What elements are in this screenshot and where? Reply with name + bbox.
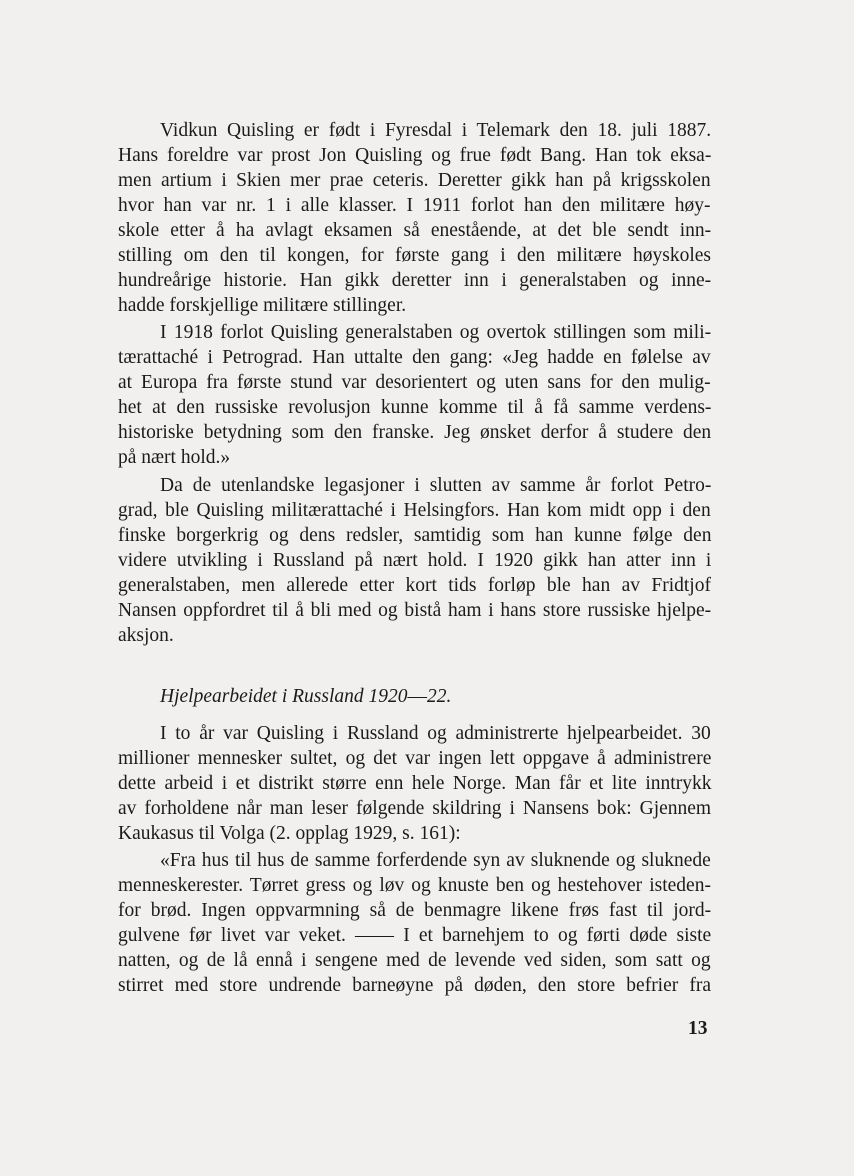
text-line: for brød. Ingen oppvarmning så de benmagre likene frøs fast til jord- [118,900,712,921]
text-line: av forholdene når man leser følgende skildring i Nansens bok: Gjennem [118,798,712,819]
text-line: historiske betydning som den franske. Jeg ønsket derfor å studere den [118,422,712,443]
text-line: finske borgerkrig og dens redsler, samtidig som han kunne følge den [118,525,712,546]
text-line: Hans foreldre var prost Jon Quisling og frue født Bang. Han tok eksa- [118,145,712,166]
text-line: «Fra hus til hus de samme forferdende syn av sluknende og sluknede [160,850,711,871]
text-line: I to år var Quisling i Russland og administrerte hjelpearbeidet. 30 [160,723,711,744]
text-line: generalstaben, men allerede etter kort tids forløp ble han av Fridtjof [118,575,711,596]
text-line: natten, og de lå ennå i sengene med de levende ved siden, som satt og [118,950,711,971]
text-line: hadde forskjellige militære stillinger. [118,295,407,316]
text-line: stilling om den til kongen, for første gang i den militære høyskoles [118,245,712,266]
text-line: I 1918 forlot Quisling generalstaben og overtok stillingen som mili- [160,322,712,343]
text-line: Da de utenlandske legasjoner i slutten av samme år forlot Petro- [160,475,712,496]
text-line: gulvene før livet var veket. —— I et barnehjem to og førti døde siste [118,925,712,946]
text-line: hundreårige historie. Han gikk deretter inn i generalstaben og inne- [118,270,712,291]
text-line: menneskerester. Tørret gress og løv og knuste ben og hestehover isteden- [118,875,711,896]
text-line: videre utvikling i Russland på nært hold. I 1920 gikk han atter inn i [118,550,712,571]
text-line: men artium i Skien mer prae ceteris. Deretter gikk han på krigsskolen [118,170,711,191]
text-line: millioner mennesker sultet, og det var ingen lett oppgave å administrere [118,748,712,769]
text-line: hvor han var nr. 1 i alle klasser. I 1911 forlot han den militære høy- [118,195,711,216]
text-line: aksjon. [118,625,174,646]
text-line: skole etter å ha avlagt eksamen så enestående, at det ble sendt inn- [118,220,712,241]
page-number: 13 [688,1018,708,1039]
text-line: Kaukasus til Volga (2. opplag 1929, s. 161): [118,823,461,844]
text-line: dette arbeid i et distrikt større enn hele Norge. Man får et lite inntrykk [118,773,712,794]
text-line: het at den russiske revolusjon kunne komme til å få samme verdens- [118,397,712,418]
text-line: Vidkun Quisling er født i Fyresdal i Telemark den 18. juli 1887. [160,120,712,141]
text-line: stirret med store undrende barneøyne på døden, den store befrier fra [118,975,712,996]
text-line: på nært hold.» [118,447,231,468]
text-line: tærattaché i Petrograd. Han uttalte den gang: «Jeg hadde en følelse av [118,347,711,368]
text-line: at Europa fra første stund var desorientert og uten sans for den mulig- [118,372,711,393]
text-line: Nansen oppfordret til å bli med og bistå ham i hans store russiske hjelpe- [118,600,712,621]
text-line: grad, ble Quisling militærattaché i Helsingfors. Han kom midt opp i den [118,500,711,521]
section-heading: Hjelpearbeidet i Russland 1920––22. [160,686,452,707]
